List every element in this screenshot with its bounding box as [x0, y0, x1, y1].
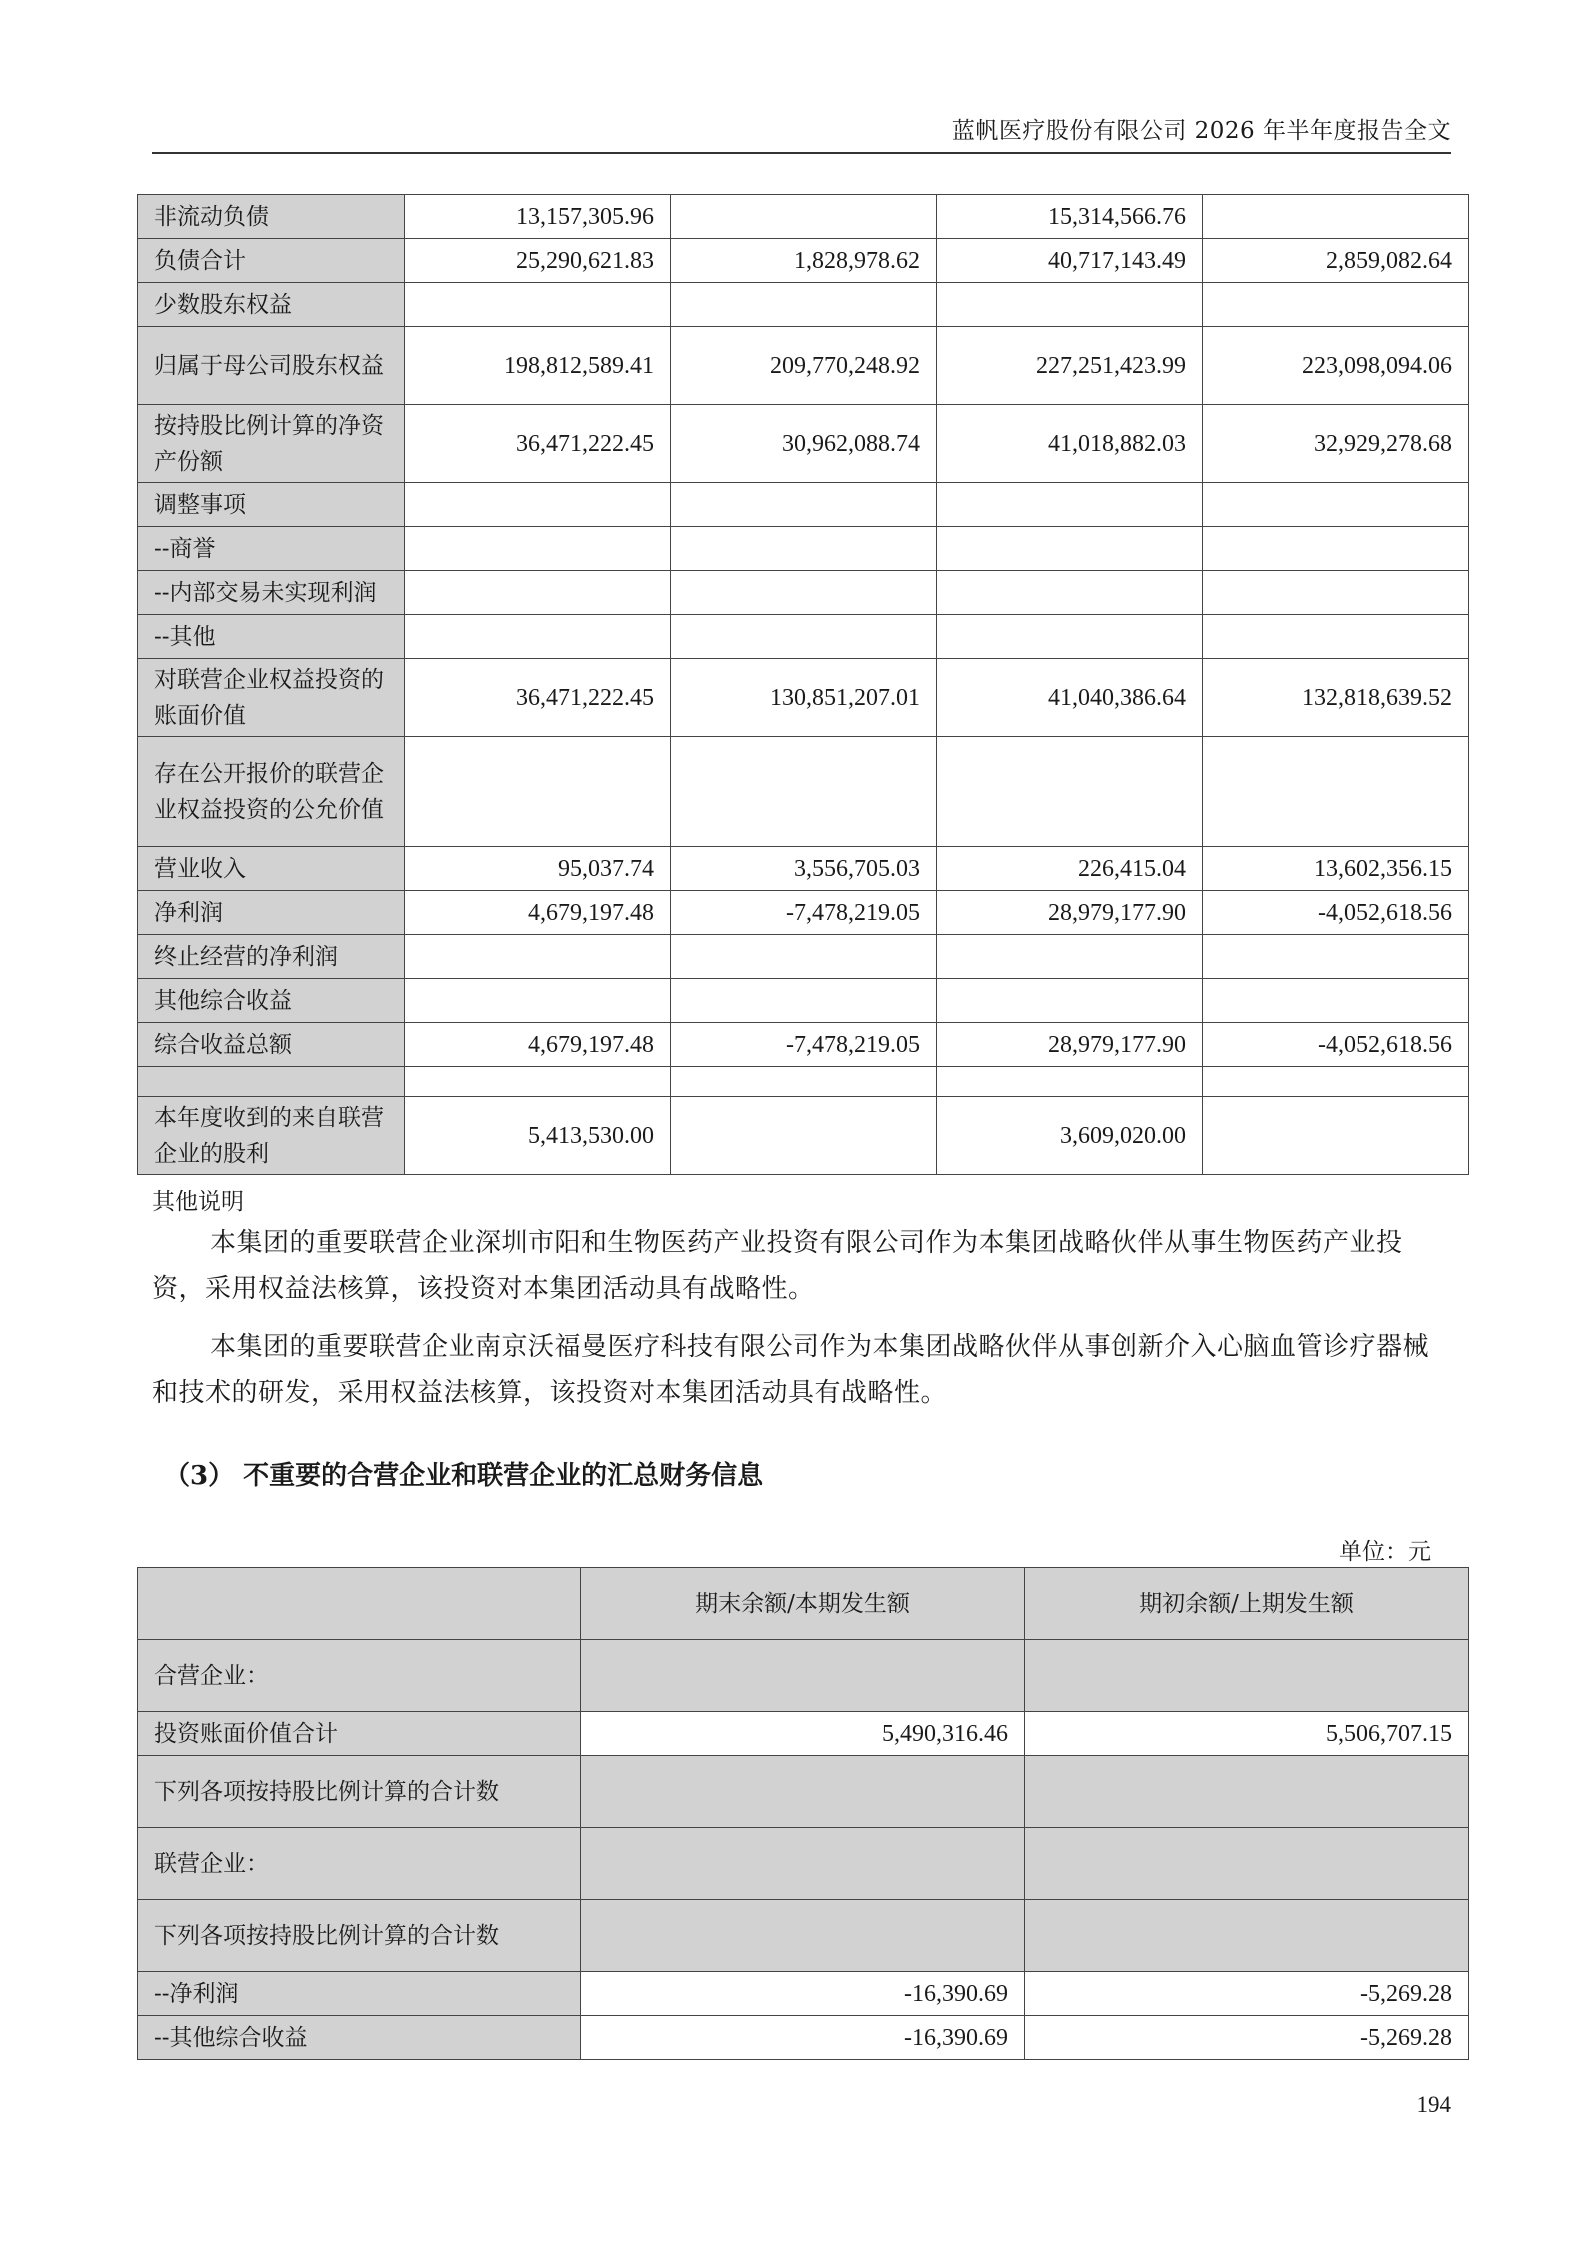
- table-cell: 4,679,197.48: [405, 891, 671, 935]
- table-cell: [405, 527, 671, 571]
- table-row: [138, 2016, 1469, 2060]
- row-label: 调整事项: [138, 483, 405, 527]
- table-cell: 32,929,278.68: [1203, 405, 1469, 483]
- table-cell: [937, 483, 1203, 527]
- table-cell: 227,251,423.99: [937, 327, 1203, 405]
- table-cell: -16,390.69: [581, 1972, 1025, 2016]
- table-row: [138, 239, 1469, 283]
- table-cell: [937, 1067, 1203, 1097]
- table-row: [138, 979, 1469, 1023]
- table-cell: [937, 737, 1203, 847]
- table-row: [138, 571, 1469, 615]
- table-cell: -4,052,618.56: [1203, 891, 1469, 935]
- row-label: [138, 1067, 405, 1097]
- row-label: 少数股东权益: [138, 283, 405, 327]
- table-row: [138, 737, 1469, 847]
- table-cell: [581, 1756, 1025, 1828]
- report-header-title: 蓝帆医疗股份有限公司 2026 年半年度报告全文: [951, 118, 1451, 144]
- table-cell: [1203, 1097, 1469, 1175]
- table-cell: [1203, 527, 1469, 571]
- table-cell: [671, 615, 937, 659]
- table-cell: [1203, 483, 1469, 527]
- table-cell: -7,478,219.05: [671, 891, 937, 935]
- table-row: [138, 847, 1469, 891]
- table-cell: 5,506,707.15: [1025, 1712, 1469, 1756]
- row-label: 存在公开报价的联营企业权益投资的公允价值: [138, 737, 405, 847]
- table-cell: [671, 571, 937, 615]
- table-cell: [937, 527, 1203, 571]
- header-divider: [152, 152, 1451, 154]
- other-notes-title: 其他说明: [152, 1189, 244, 1215]
- table-cell: [1025, 1640, 1469, 1712]
- table-cell: [581, 1640, 1025, 1712]
- table-cell: 223,098,094.06: [1203, 327, 1469, 405]
- table-cell: 4,679,197.48: [405, 1023, 671, 1067]
- table-cell: [671, 527, 937, 571]
- table-cell: 2,859,082.64: [1203, 239, 1469, 283]
- table-cell: [671, 935, 937, 979]
- table-cell: [405, 1067, 671, 1097]
- table-row: [138, 1097, 1469, 1175]
- table-cell: [937, 935, 1203, 979]
- table-row: [138, 527, 1469, 571]
- table-cell: 3,556,705.03: [671, 847, 937, 891]
- table-cell: -16,390.69: [581, 2016, 1025, 2060]
- row-label: 按持股比例计算的净资产份额: [138, 405, 405, 483]
- table-cell: [405, 737, 671, 847]
- table-cell: 28,979,177.90: [937, 1023, 1203, 1067]
- table-row: [138, 483, 1469, 527]
- table-cell: [937, 979, 1203, 1023]
- table-cell: 5,490,316.46: [581, 1712, 1025, 1756]
- table-cell: 198,812,589.41: [405, 327, 671, 405]
- table-row: [138, 195, 1469, 239]
- table-cell: [1203, 283, 1469, 327]
- row-label: 综合收益总额: [138, 1023, 405, 1067]
- table-cell: [405, 935, 671, 979]
- table-cell: -5,269.28: [1025, 2016, 1469, 2060]
- row-label: --净利润: [138, 1972, 581, 2016]
- table-cell: [1203, 935, 1469, 979]
- table-cell: [671, 283, 937, 327]
- table-cell: [671, 979, 937, 1023]
- table-cell: 41,018,882.03: [937, 405, 1203, 483]
- table-cell: [937, 615, 1203, 659]
- table-cell: -4,052,618.56: [1203, 1023, 1469, 1067]
- table-row: [138, 1756, 1469, 1828]
- row-label: --商誉: [138, 527, 405, 571]
- table-cell: 130,851,207.01: [671, 659, 937, 737]
- row-label: 终止经营的净利润: [138, 935, 405, 979]
- table-cell: -5,269.28: [1025, 1972, 1469, 2016]
- associates-financial-table: [137, 194, 1469, 1175]
- table-cell: [937, 571, 1203, 615]
- table-cell: [671, 483, 937, 527]
- row-label: 本年度收到的来自联营企业的股利: [138, 1097, 405, 1175]
- table-cell: [581, 1828, 1025, 1900]
- row-label: 归属于母公司股东权益: [138, 327, 405, 405]
- table-cell: [1203, 571, 1469, 615]
- table-cell: 25,290,621.83: [405, 239, 671, 283]
- row-label: 下列各项按持股比例计算的合计数: [138, 1756, 581, 1828]
- column-header: 期末余额/本期发生额: [581, 1568, 1025, 1640]
- table-cell: 132,818,639.52: [1203, 659, 1469, 737]
- table-cell: 3,609,020.00: [937, 1097, 1203, 1175]
- table-row: [138, 659, 1469, 737]
- table-cell: [405, 483, 671, 527]
- table-row: [138, 935, 1469, 979]
- table-row: [138, 1067, 1469, 1097]
- column-header: [138, 1568, 581, 1640]
- table-cell: 30,962,088.74: [671, 405, 937, 483]
- table-cell: [1203, 1067, 1469, 1097]
- table-cell: [1025, 1756, 1469, 1828]
- table-row: [138, 405, 1469, 483]
- table-cell: [405, 615, 671, 659]
- table-cell: 13,157,305.96: [405, 195, 671, 239]
- note-paragraph: 本集团的重要联营企业深圳市阳和生物医药产业投资有限公司作为本集团战略伙伴从事生物医药产业投资，采用权益法核算，该投资对本集团活动具有战略性。: [152, 1228, 1403, 1304]
- table-cell: [1203, 195, 1469, 239]
- row-label: 投资账面价值合计: [138, 1712, 581, 1756]
- table-row: [138, 283, 1469, 327]
- table-cell: [1025, 1900, 1469, 1972]
- row-label: 净利润: [138, 891, 405, 935]
- table-row: [138, 1712, 1469, 1756]
- table-cell: [671, 195, 937, 239]
- table-cell: [1203, 737, 1469, 847]
- table-cell: 36,471,222.45: [405, 405, 671, 483]
- row-label: 对联营企业权益投资的账面价值: [138, 659, 405, 737]
- table-cell: [671, 1097, 937, 1175]
- row-label: --其他: [138, 615, 405, 659]
- table-row: [138, 1900, 1469, 1972]
- table-cell: 36,471,222.45: [405, 659, 671, 737]
- table-cell: [937, 283, 1203, 327]
- column-header: 期初余额/上期发生额: [1025, 1568, 1469, 1640]
- row-label: 下列各项按持股比例计算的合计数: [138, 1900, 581, 1972]
- table-cell: 95,037.74: [405, 847, 671, 891]
- table-cell: [405, 979, 671, 1023]
- table-cell: 1,828,978.62: [671, 239, 937, 283]
- row-label: --其他综合收益: [138, 2016, 581, 2060]
- note-paragraph: 本集团的重要联营企业南京沃福曼医疗科技有限公司作为本集团战略伙伴从事创新介入心脑血管诊疗器械和技术的研发，采用权益法核算，该投资对本集团活动具有战略性。: [152, 1332, 1430, 1408]
- row-label: 非流动负债: [138, 195, 405, 239]
- row-label: 负债合计: [138, 239, 405, 283]
- table-cell: [671, 1067, 937, 1097]
- table-row: [138, 891, 1469, 935]
- row-label: --内部交易未实现利润: [138, 571, 405, 615]
- table-row: [138, 1640, 1469, 1712]
- table-cell: [1203, 979, 1469, 1023]
- table-row: [138, 1828, 1469, 1900]
- row-label: 其他综合收益: [138, 979, 405, 1023]
- table-cell: 209,770,248.92: [671, 327, 937, 405]
- table-header-row: [138, 1568, 1469, 1640]
- row-label: 营业收入: [138, 847, 405, 891]
- page-number: 194: [1416, 2092, 1451, 2117]
- table-cell: 13,602,356.15: [1203, 847, 1469, 891]
- table-row: [138, 327, 1469, 405]
- table-cell: 15,314,566.76: [937, 195, 1203, 239]
- summary-financial-table: [137, 1567, 1469, 2060]
- table-cell: -7,478,219.05: [671, 1023, 937, 1067]
- table-cell: 226,415.04: [937, 847, 1203, 891]
- table-cell: 28,979,177.90: [937, 891, 1203, 935]
- table-cell: [671, 737, 937, 847]
- row-label: 合营企业：: [138, 1640, 581, 1712]
- table-cell: [581, 1900, 1025, 1972]
- table-cell: 40,717,143.49: [937, 239, 1203, 283]
- table-row: [138, 615, 1469, 659]
- section-heading: （3） 不重要的合营企业和联营企业的汇总财务信息: [164, 1461, 764, 1491]
- table-cell: 41,040,386.64: [937, 659, 1203, 737]
- table-cell: 5,413,530.00: [405, 1097, 671, 1175]
- table-row: [138, 1972, 1469, 2016]
- table-cell: [405, 283, 671, 327]
- table-cell: [1203, 615, 1469, 659]
- table-cell: [405, 571, 671, 615]
- table-cell: [1025, 1828, 1469, 1900]
- unit-label: 单位：元: [1339, 1539, 1431, 1565]
- row-label: 联营企业：: [138, 1828, 581, 1900]
- table-row: [138, 1023, 1469, 1067]
